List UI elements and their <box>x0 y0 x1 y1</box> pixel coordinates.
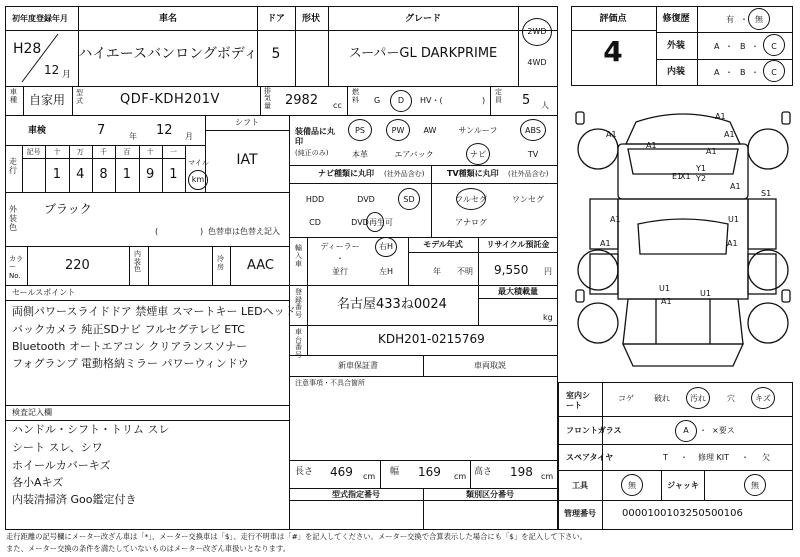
part-a1-left-rear: A1 <box>600 239 611 248</box>
part-a1-left-fender: A1 <box>606 130 617 139</box>
width-unit: cm <box>454 472 467 481</box>
chassis-label: 車台番号 <box>295 328 302 360</box>
part-y1: Y1 <box>696 164 706 173</box>
navi-sub: (社外品含む) <box>384 170 425 178</box>
spare-dot1: ・ <box>680 453 688 462</box>
tv-analog: アナログ <box>455 218 487 227</box>
sales-points-label: セールスポイント <box>12 288 76 297</box>
mileage-head: 十 <box>146 148 154 156</box>
seat-label: 室内シート <box>566 391 590 411</box>
part-a1-right-rear: A1 <box>727 239 738 248</box>
color-label: 外装色 <box>9 205 17 233</box>
equip-sunroof: サンルーフ <box>458 126 498 135</box>
equipment-label: 装備品に丸印 <box>295 127 335 146</box>
type-no-label: 型式指定番号 <box>332 490 380 499</box>
glass-x: ×要ス <box>712 426 735 435</box>
shape-label: 形状 <box>301 14 321 24</box>
max-load-label: 最大積載量 <box>498 287 538 296</box>
sales-line-2: バックカメラ 純正SDナビ フルセグテレビ ETC <box>12 323 245 336</box>
tv-sub: (社外品含む) <box>508 170 549 178</box>
tools-label: 工具 <box>572 481 588 490</box>
car-name-label: 車名 <box>158 14 178 24</box>
mileage-digit: 1 <box>169 167 178 182</box>
length-unit: cm <box>363 472 376 481</box>
equip-leather: 本革 <box>352 150 368 159</box>
inspector-line-1: ハンドル・シフト・トリム スレ <box>12 423 170 436</box>
interior-a: A <box>714 68 720 77</box>
import-parallel: 並行 <box>332 267 348 276</box>
rating-label: 評価点 <box>599 14 627 24</box>
manual-label: 車両取説 <box>474 361 506 370</box>
glass-a: A <box>683 426 689 435</box>
equip-pw: PW <box>391 126 405 135</box>
height-unit: cm <box>541 472 554 481</box>
part-a1-right-fender: A1 <box>724 130 735 139</box>
equip-navi: ナビ <box>470 150 486 159</box>
repair-yes: 有 <box>726 15 734 24</box>
ac-label: 冷房 <box>217 255 224 271</box>
height-value: 198 <box>510 465 533 479</box>
displacement-label: 排気量 <box>264 87 271 110</box>
footer-line-2: また、メーター交換の条件を満たしていないものはメーター改ざん車扱いとなります。 <box>6 544 290 553</box>
sales-line-4: フォグランプ 電動格納ミラー パワーウィンドウ <box>12 357 249 370</box>
part-s1: S1 <box>761 189 772 198</box>
part-a1-rear: A1 <box>661 297 672 306</box>
equip-ps: PS <box>355 126 365 135</box>
mileage-label: 走行 <box>9 157 17 175</box>
mileage-head: 千 <box>100 148 108 156</box>
width-value: 169 <box>418 465 441 479</box>
part-y2: Y2 <box>696 174 706 183</box>
glass-dot: ・ <box>699 426 707 435</box>
height-label: 高さ <box>474 467 493 477</box>
mileage-head: 百 <box>123 148 131 156</box>
part-a1-left-door: A1 <box>610 215 621 224</box>
jack-label: ジャッキ <box>667 481 699 490</box>
part-a1-hood: A1 <box>646 141 657 150</box>
control-no-value: 0000100103250500106 <box>622 508 743 519</box>
footer-line-1: 走行距離の記号欄にメーター改ざん車は「*」、メーター交換車は「$」、走行不明車は「#」を記入してください。メーター交換で合算表示した場合にも「$」を記入して下さい。 <box>6 532 587 541</box>
model-label: 型式 <box>76 89 83 105</box>
model-year-value: 不明 <box>457 267 473 276</box>
fuel-hv: HV・( <box>420 96 443 105</box>
part-x1: X1 <box>680 172 691 181</box>
length-label: 長さ <box>295 467 314 477</box>
spare-t: T <box>663 453 668 462</box>
mileage-digit: 1 <box>52 167 62 182</box>
equip-aw: AW <box>423 126 437 135</box>
ac-value: AAC <box>247 258 274 273</box>
inspector-line-4: 各小Aキズ <box>12 476 64 489</box>
car-name-value: ハイエースバンロングボディ <box>78 46 258 62</box>
navi-hdd: HDD <box>305 195 325 204</box>
usage-label: 車種 <box>10 88 17 104</box>
repair-no: 無 <box>755 15 763 24</box>
spare-dot2: ・ <box>741 453 749 462</box>
control-no-label: 管理番号 <box>564 509 596 518</box>
door-label: ドア <box>267 14 285 24</box>
part-u1-right: U1 <box>728 215 739 224</box>
fuel-label: 燃料 <box>352 88 359 104</box>
capacity-label: 定員 <box>495 88 502 104</box>
mileage-digit: 8 <box>99 167 108 182</box>
model-year-unit: 年 <box>433 267 441 276</box>
tools-value: 無 <box>628 481 636 490</box>
class-no-label: 類別区分番号 <box>466 490 514 499</box>
color-no-value: 220 <box>65 258 90 273</box>
import-left: 左H <box>378 267 394 276</box>
drive-4wd: 4WD <box>527 58 547 67</box>
seat-tear: 破れ <box>654 394 670 403</box>
capacity-value: 5 <box>522 93 531 108</box>
inspector-line-5: 内装清掃済 Goo鑑定付き <box>12 493 137 506</box>
navi-label: ナビ種類に丸印 <box>318 169 374 178</box>
equip-airbag: エアバック <box>394 150 434 159</box>
navi-cd: CD <box>309 218 321 227</box>
import-dot: ・ <box>336 254 344 263</box>
sales-line-3: Bluetooth オートエアコン クリアランスソナー <box>12 340 248 353</box>
tv-oneseg: ワンセグ <box>512 195 544 204</box>
spare-none: 欠 <box>762 453 770 462</box>
displacement-unit: cc <box>333 101 342 110</box>
part-a1-hood-r: A1 <box>706 147 717 156</box>
max-load-unit: kg <box>543 313 553 322</box>
seat-dirt: 汚れ <box>690 394 706 403</box>
inspector-label: 検査記入欄 <box>12 408 52 417</box>
equipment-sub: (純正のみ) <box>295 149 329 157</box>
jack-value: 無 <box>751 481 759 490</box>
seat-scratch: キズ <box>755 394 771 403</box>
color-paren-open: ( <box>155 227 159 236</box>
mileage-digit: 1 <box>122 167 131 182</box>
exterior-c: C <box>771 42 777 51</box>
inspection-month: 12 <box>156 123 173 138</box>
part-u1-rear: U1 <box>659 284 670 293</box>
chassis-value: KDH201-0215769 <box>378 332 485 346</box>
reg-month-unit: 月 <box>62 70 72 80</box>
navi-dvd-play: DVD再生可 <box>351 218 393 227</box>
warranty-label: 新車保証書 <box>338 361 378 370</box>
grade-label: グレード <box>404 14 442 24</box>
part-a1-right-door: A1 <box>730 182 741 191</box>
length-value: 469 <box>330 465 353 479</box>
capacity-unit: 人 <box>541 101 549 110</box>
interior-b: B <box>740 68 746 77</box>
navi-dvd: DVD <box>357 195 375 204</box>
part-e1: E1 <box>672 172 683 181</box>
seat-hole: 穴 <box>727 394 735 403</box>
import-dealer: ディーラー <box>320 242 360 251</box>
inspection-label: 車検 <box>28 126 47 136</box>
recycle-unit: 円 <box>544 267 552 276</box>
spare-label: スペアタイヤ <box>566 453 614 462</box>
recycle-label: リサイクル預託金 <box>486 240 550 249</box>
color-no-label: カラーNo. <box>9 255 23 280</box>
repair-label: 修復歴 <box>662 14 690 24</box>
equip-abs: ABS <box>525 126 541 135</box>
recycle-value: 9,550 <box>494 263 529 277</box>
exterior-label: 外装 <box>666 41 686 51</box>
reg-month-value: 12 <box>44 63 60 77</box>
fuel-close: ) <box>482 96 486 105</box>
mileage-unit: km <box>191 175 205 184</box>
mileage-head: 万 <box>76 148 84 156</box>
reg-year-label: 初年度登録年月 <box>12 14 68 23</box>
width-label: 幅 <box>390 467 400 477</box>
seat-burn: コゲ <box>618 394 634 403</box>
model-year-label: モデル年式 <box>423 240 463 249</box>
tv-fullseg: フルセグ <box>455 195 487 204</box>
interior-c: C <box>771 68 777 77</box>
notes-label: 注意事項・不具合箇所 <box>295 379 365 387</box>
usage-value: 自家用 <box>29 93 66 107</box>
part-u1-rear-r: U1 <box>700 289 711 298</box>
glass-label: フロントガラス <box>566 426 622 435</box>
mileage-head: 一 <box>169 148 177 156</box>
equip-tv: TV <box>527 150 539 159</box>
displacement-value: 2982 <box>285 93 319 108</box>
inspection-year: 7 <box>97 123 106 138</box>
navi-sd: SD <box>403 195 415 204</box>
interior-label: 内装 <box>666 67 686 77</box>
fuel-g: G <box>374 96 381 105</box>
inspector-line-3: ホイールカバーキズ <box>12 459 111 472</box>
part-a1-front: A1 <box>715 112 726 121</box>
import-label: 輸入車 <box>295 244 302 269</box>
inspection-month-unit: 月 <box>185 132 193 141</box>
import-right: 右H <box>378 242 394 251</box>
color-paren-close: ) <box>200 227 204 236</box>
mileage-digit: 9 <box>146 167 155 182</box>
grade-value: スーパーGL DARKPRIME <box>348 46 498 61</box>
interior-color-label: 内装色 <box>134 250 141 274</box>
color-value: ブラック <box>44 202 92 216</box>
door-value: 5 <box>271 46 281 62</box>
mileage-digit: 4 <box>76 167 85 182</box>
model-value: QDF-KDH201V <box>120 92 220 107</box>
rating-value: 4 <box>603 35 623 68</box>
mileage-head: 記号 <box>26 148 41 156</box>
exterior-a: A <box>714 42 720 51</box>
color-note: 色替車は色替え記入 <box>208 227 280 236</box>
fuel-d: D <box>397 96 405 105</box>
inspection-year-unit: 年 <box>129 132 137 141</box>
inspector-line-2: シート スレ、シワ <box>12 441 103 454</box>
registration-value: 名古屋433ね0024 <box>337 297 447 312</box>
shift-value: IAT <box>236 152 258 168</box>
shift-label: シフト <box>235 118 259 127</box>
mileage-head: 十 <box>53 148 61 156</box>
mileage-unit-label: マイル <box>188 159 209 167</box>
drive-2wd: 2WD <box>527 27 547 36</box>
spare-kit: 修理 KIT <box>698 453 730 462</box>
reg-year-value: H28 <box>13 41 42 57</box>
exterior-b: B <box>740 42 746 51</box>
registration-label: 登録番号 <box>295 288 302 320</box>
tv-label: TV種類に丸印 <box>447 169 499 178</box>
sales-line-1: 両側パワースライドドア 禁煙車 スマートキー LEDヘッド <box>12 305 296 318</box>
